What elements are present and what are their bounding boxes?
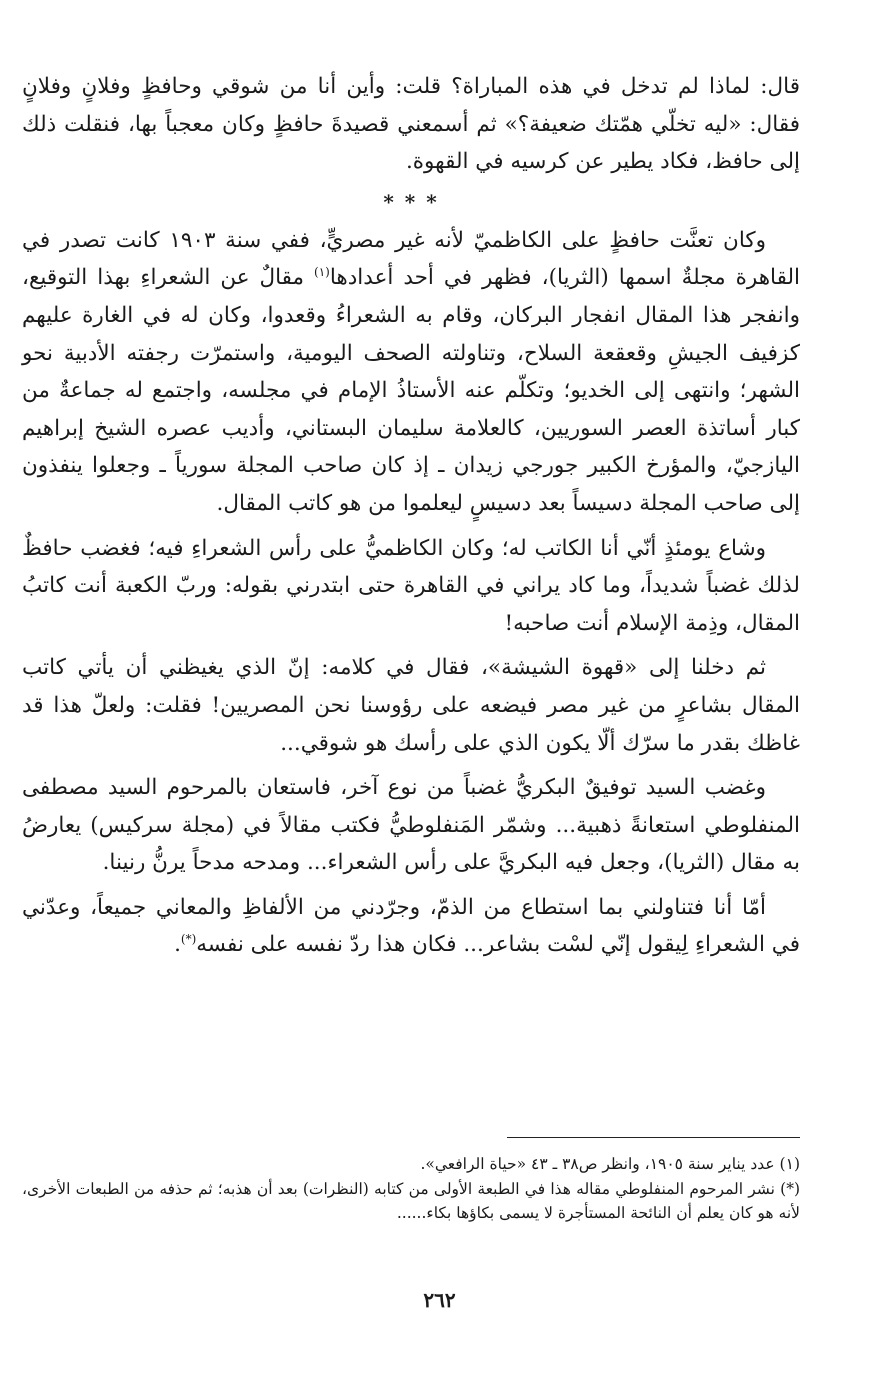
paragraph-1: قال: لماذا لم تدخل في هذه المباراة؟ قلت: وأين أنا من شوقي وحافظٍ وفلانٍ وفلانٍ فقال: «ليه تخلّي همّتك ضعيفة؟» ثم أسمعني قصيدةَ حافظٍ وكان معجباً بها، فنقلت ذلك إلى حافظ، فكاد يطير عن كرسيه في القهوة. xyxy=(22,74,800,175)
footnote-divider xyxy=(507,1137,800,1138)
paragraph-5: وغضب السيد توفيقٌ البكريُّ غضباً من نوع آخر، فاستعان بالمرحوم السيد مصطفى المنفلوطي استعانةً ذهبية... وشمّر المَنفلوطيُّ فكتب مقالاً في (مجلة سركيس) يعارضُ به مقال (الثريا)، وجعل فيه البكريَّ على رأس الشعراء... ومدحه مدحاً يرنُّ رنينا. xyxy=(22,775,800,876)
footnote-1: (١) عدد يناير سنة ١٩٠٥، وانظر ص٣٨ ـ ٤٣ «حياة الرافعي». xyxy=(420,1155,800,1173)
paragraph-6-text: أمّا أنا فتناولني بما استطاع من الذمّ، وجرّدني من الألفاظِ والمعاني جميعاً، وعدّني في الشعراءِ لِيقول إنّي لسْت بشاعر... فكان هذا ردّ نفسه على نفسه xyxy=(22,894,800,958)
footnote-marker-1: (١) xyxy=(314,265,330,280)
paragraph-2-part-a: وكان تعنَّت حافظٍ على الكاظميّ لأنه غير مصريٍّ، ففي سنة ١٩٠٣ كانت تصدر في القاهرة مجلةٌ اسمها (الثريا)، فظهر في أحد أعدادها xyxy=(22,227,800,291)
book-page-body xyxy=(22,68,800,971)
paragraph-6-end: . xyxy=(174,932,181,958)
paragraph-2 xyxy=(22,222,800,523)
paragraph-3: وشاع يومئذٍ أنّي أنا الكاتب له؛ وكان الكاظميُّ على رأس الشعراءِ فيه؛ فغضب حافظٌ لذلك غضباً شديداً، وما كاد يراني في القاهرة حتى ابتدرني بقوله: وربّ الكعبة أنت كاتبُ المقال، وذِمة الإسلام أنت صاحبه! xyxy=(22,535,800,636)
paragraph-2-part-b: مقالٌ عن الشعراءِ بهذا التوقيع، وانفجر هذا المقال انفجار البركان، وقام به الشعراءُ وقعدوا، وكان له في الغارة عليهم كزفيف الجيشِ وقعقعة السلاح، وتناولته الصحف اليومية، واستمرّت رجفته الأدبية نحو الشهر؛ وانتهى إلى الخديو؛ وتكلّم عنه الأستاذُ الإمام في مجلسه، واجتمع له جماعةٌ من كبار أساتذة العصر السوريين، كالعلامة سليمان البستاني، وأديب عصره الشيخ إبراهيم اليازجيّ، والمؤرخ الكبير جورجي زيدان ـ إذ كان صاحب المجلة سورياً ـ وجعلوا ينفذون إلى صاحب المجلة دسيساً بعد دسيسٍ ليعلموا من هو كاتب المقال. xyxy=(22,265,800,516)
section-separator: * * * xyxy=(383,189,439,214)
page-number: ٢٦٢ xyxy=(423,1288,456,1312)
footnotes xyxy=(22,1152,800,1226)
footnote-star: (*) نشر المرحوم المنفلوطي مقاله هذا في الطبعة الأولى من كتابه (النظرات) بعد أن هذبه؛ ثم حذفه من الطبعات الأخرى، لأنه هو كان يعلم أن النائحة المستأجرة لا يسمى بكاؤها بكاء...... xyxy=(22,1179,800,1222)
footnote-marker-star: (*) xyxy=(180,932,197,947)
paragraph-4: ثم دخلنا إلى «قهوة الشيشة»، فقال في كلامه: إنّ الذي يغيظني أن يأتي كاتب المقال بشاعرٍ من غير مصر فيضعه على رؤوسنا نحن المصريين! فقلت: ولعلّ هذا قد غاظك بقدر ما سرّك ألّا يكون الذي على رأسك هو شوقي... xyxy=(22,655,800,756)
paragraph-6 xyxy=(22,889,800,964)
